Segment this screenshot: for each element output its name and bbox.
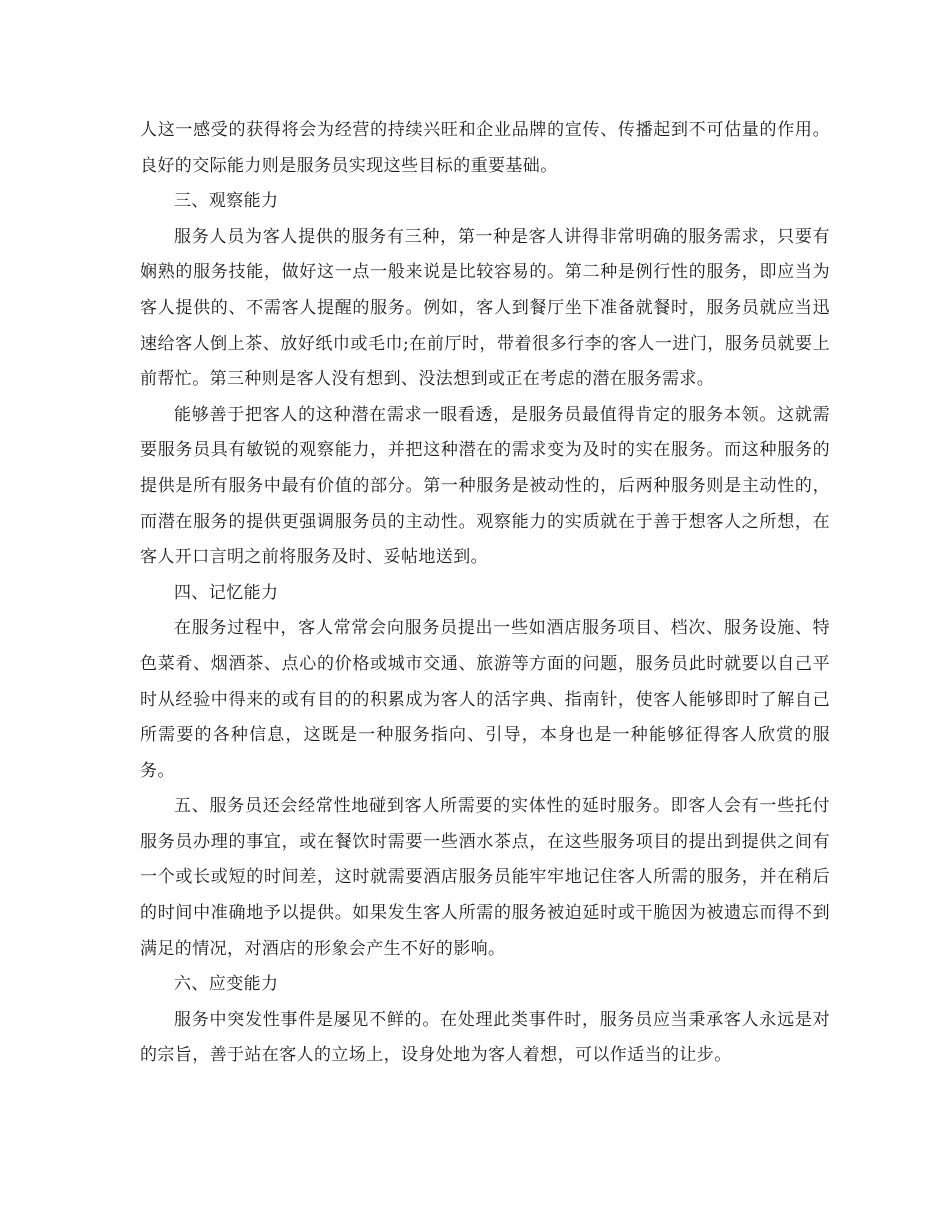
paragraph-observation-three-services: 服务人员为客人提供的服务有三种，第一种是客人讲得非常明确的服务需求，只要有娴熟的服务技能，做好这一点一般来说是比较容易的。第二种是例行性的服务，即应当为客人提供的、不需客人提醒的服务。例如，客人到餐厅坐下准备就餐时，服务员就应当迅速给客人倒上茶、放好纸巾或毛巾;在前厅时，带着很多行李的客人一进门，服务员就要上前帮忙。第三种则是客人没有想到、没法想到或正在考虑的潜在服务需求。 (140, 226, 830, 390)
paragraph-intro-continuation: 人这一感受的获得将会为经营的持续兴旺和企业品牌的宣传、传播起到不可估量的作用。良好的交际能力则是服务员实现这些目标的重要基础。 (140, 120, 830, 176)
paragraph-observation-insight: 能够善于把客人的这种潜在需求一眼看透，是服务员最值得肯定的服务本领。这就需要服务员具有敏锐的观察能力，并把这种潜在的需求变为及时的实在服务。而这种服务的提供是所有服务中最有价值的部分。第一种服务是被动性的，后两种服务则是主动性的，而潜在服务的提供更强调服务员的主动性。观察能力的实质就在于善于想客人之所想，在客人开口言明之前将服务及时、妥帖地送到。 (140, 404, 830, 568)
section-heading-memory: 四、记忆能力 (174, 582, 279, 603)
section-heading-adaptability: 六、应变能力 (174, 974, 279, 995)
section-heading-observation: 三、观察能力 (174, 191, 279, 212)
paragraph-adaptability: 服务中突发性事件是屡见不鲜的。在处理此类事件时，服务员应当秉承客人永远是对的宗旨，善于站在客人的立场上，设身处地为客人着想，可以作适当的让步。 (140, 1009, 830, 1066)
document-body (140, 113, 830, 1074)
paragraph-memory-information: 在服务过程中，客人常常会向服务员提出一些如酒店服务项目、档次、服务设施、特色菜肴、烟酒茶、点心的价格或城市交通、旅游等方面的问题，服务员此时就要以自己平时从经验中得来的或有目的的积累成为客人的活字典、指南针，使客人能够即时了解自己所需要的各种信息，这既是一种服务指向、引导，本身也是一种能够征得客人欣赏的服务。 (140, 618, 830, 781)
paragraph-memory-delayed-service: 五、服务员还会经常性地碰到客人所需要的实体性的延时服务。即客人会有一些托付服务员办理的事宜，或在餐饮时需要一些酒水茶点，在这些服务项目的提出到提供之间有一个或长或短的时间差，这时就需要酒店服务员能牢牢地记住客人所需的服务，并在稍后的时间中准确地予以提供。如果发生客人所需的服务被迫延时或干脆因为被遗忘而得不到满足的情况，对酒店的形象会产生不好的影响。 (140, 796, 830, 959)
